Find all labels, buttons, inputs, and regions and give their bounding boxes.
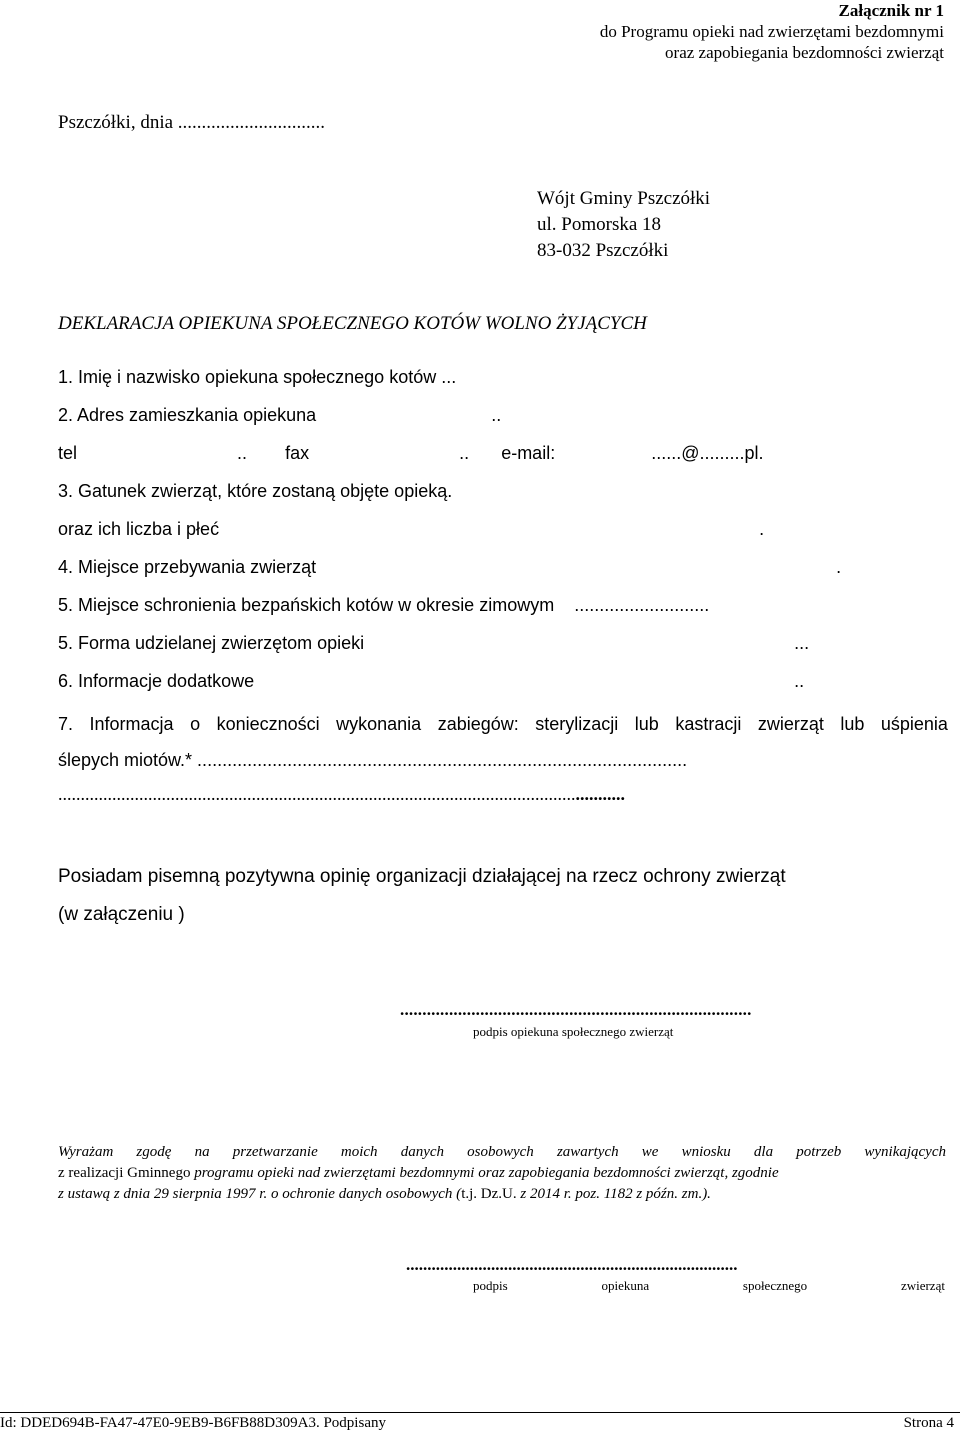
recipient-city: 83-032 Pszczółki: [537, 240, 669, 261]
field-dots: .: [836, 557, 842, 577]
field-additional-info: [58, 671, 804, 692]
consent-line-1: Wyrażam zgodę na przetwarzanie moich danych osobowych zawartych we wniosku dla potrzeb wynikających: [58, 1144, 946, 1160]
consent-line-3: z ustawą z dnia 29 sierpnia 1997 r. o ochronie danych osobowych (t.j. Dz.U. z 2014 r. poz. 1182 z późn. zm.).: [58, 1186, 711, 1202]
fax-dots: ..: [459, 443, 470, 463]
procedures-word: wykonania: [336, 714, 422, 734]
annex-program-line: do Programu opieki nad zwierzętami bezdomnymi: [599, 22, 944, 41]
field-dots: ...: [794, 633, 810, 653]
procedures-word: uśpienia: [880, 714, 948, 734]
procedures-word: 7.: [58, 714, 74, 734]
opinion-statement: [58, 858, 786, 934]
field-animal-location: [58, 557, 841, 578]
procedures-word: Informacja: [89, 714, 174, 734]
opinion-line-1: Posiadam pisemną pozytywna opinię organizacji działającej na rzecz ochrony zwierząt: [58, 866, 786, 887]
field-label: 5. Miejsce schronienia bezpańskich kotów w okresie zimowym: [58, 595, 555, 615]
field-procedures-info: [58, 706, 948, 778]
form-title: DEKLARACJA OPIEKUNA SPOŁECZNEGO KOTÓW WOLNO ŻYJĄCYCH: [58, 313, 647, 334]
signature-label-2: podpis opiekuna społecznego zwierząt: [473, 1278, 945, 1293]
procedures-line-2: ślepych miotów.* ..................................................................................................: [58, 750, 688, 770]
fax-label: fax: [285, 443, 310, 463]
field-label: 1. Imię i nazwisko opiekuna społecznego kotów: [58, 367, 437, 387]
place-date-field: Pszczółki, dnia ...............................: [58, 112, 326, 133]
annex-program-line-2: oraz zapobiegania bezdomności zwierząt: [665, 43, 944, 62]
footer-divider: [0, 1412, 960, 1413]
procedures-word: kastracji: [675, 714, 742, 734]
field-contact: [58, 443, 764, 464]
tel-label: tel: [58, 443, 78, 463]
procedures-word: sterylizacji: [535, 714, 619, 734]
field-animal-count-sex: [58, 519, 764, 540]
procedures-line-1: [58, 706, 948, 742]
recipient-street: ul. Pomorska 18: [537, 214, 662, 235]
field-label: 4. Miejsce przebywania zwierząt: [58, 557, 317, 577]
procedures-word: o: [190, 714, 201, 734]
field-winter-shelter: [58, 595, 709, 616]
procedures-line-3: [58, 784, 625, 805]
procedures-word: zabiegów:: [437, 714, 519, 734]
recipient-name: Wójt Gminy Pszczółki: [537, 188, 711, 209]
recipient-address: [537, 186, 710, 264]
field-label: 5. Forma udzielanej zwierzętom opieki: [58, 633, 365, 653]
field-dots: ..: [794, 671, 805, 691]
procedures-word: zwierząt: [757, 714, 824, 734]
signature-line: ...............................................................................: [400, 1000, 752, 1019]
consent-line-2: z realizacji Gminnego programu opieki nad zwierzętami bezdomnymi oraz zapobiegania bezdomności zwierząt, zgodnie: [58, 1165, 779, 1181]
signature-line-2: ..............................................................................: [406, 1255, 738, 1274]
annex-number: Załącznik nr 1: [838, 1, 944, 20]
field-dots: ...........................: [574, 595, 710, 615]
procedures-word: lub: [634, 714, 659, 734]
procedures-word: konieczności: [216, 714, 320, 734]
signature-label: podpis opiekuna społecznego zwierząt: [473, 1024, 674, 1039]
field-label: oraz ich liczba i płeć: [58, 519, 220, 539]
field-label: 6. Informacje dodatkowe: [58, 671, 255, 691]
data-processing-consent: [58, 1142, 946, 1205]
dots-line-bold: ...........: [575, 784, 625, 804]
field-caretaker-name: [58, 367, 456, 388]
document-id: Id: DDED694B-FA47-47E0-9EB9-B6FB88D309A3. Podpisany: [0, 1415, 386, 1431]
field-dots: .: [759, 519, 765, 539]
annex-header: [600, 0, 944, 63]
email-label: e-mail:: [501, 443, 556, 463]
email-value: ......@.........pl.: [651, 443, 764, 463]
field-dots: ...: [441, 367, 457, 387]
tel-dots: ..: [237, 443, 248, 463]
procedures-word: lub: [840, 714, 865, 734]
page-number: Strona 4: [903, 1415, 954, 1431]
field-animal-species: 3. Gatunek zwierząt, które zostaną objęte opieką.: [58, 481, 453, 501]
field-care-form: [58, 633, 809, 654]
dots-line: ...................................................................................................................: [58, 784, 576, 804]
field-caretaker-address: [58, 405, 501, 426]
opinion-line-2: (w załączeniu ): [58, 904, 185, 925]
field-dots: ..: [491, 405, 502, 425]
field-label: 2. Adres zamieszkania opiekuna: [58, 405, 317, 425]
